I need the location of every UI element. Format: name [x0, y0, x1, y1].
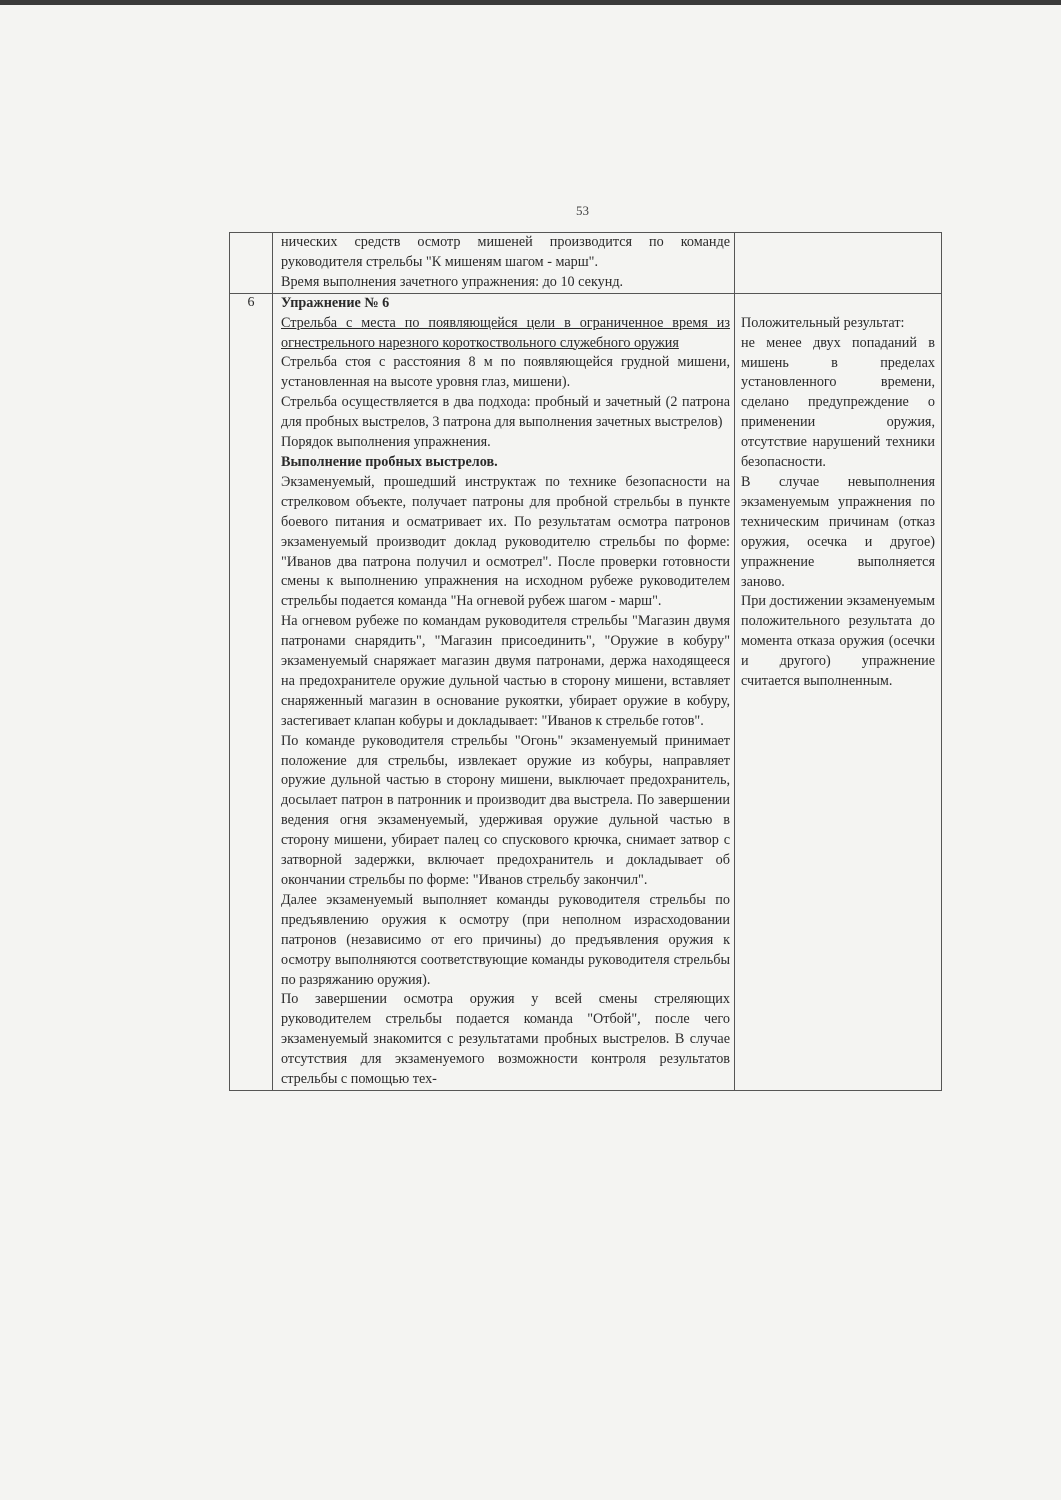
paragraph: Стрельба осуществляется в два подхода: пробный и зачетный (2 патрона для пробных выстрелов, 3 патрона для выполнения зачетных выстрелов)	[281, 394, 730, 431]
page-number: 53	[576, 203, 589, 218]
row-number: 6	[247, 294, 255, 310]
paragraph: Далее экзаменуемый выполняет команды руководителя стрельбы по предъявлению оружия к осмотру (при неполном израсходовании патронов (независимо от его причины) до предъявления оружия к осмотру выполняются соответствующие команды руководителя стрельбы по разряжанию оружия).	[281, 891, 730, 988]
paragraph: Экзаменуемый, прошедший инструктаж по технике безопасности на стрелковом объекте, получает патроны для пробной стрельбы в пункте боевого питания и осматривает их. По результатам осмотра патронов экзаменуемый производит доклад руководителю стрельбы по форме: "Иванов два патрона получил и осмотрел". После проверки готовности смены к выполнению упражнения на исходном рубеже руководителем стрельбы подается команда "На огневой рубеж шагом - марш".	[281, 473, 730, 610]
result-note: При достижении экзаменуемым положительного результата до момента отказа оружия (осечки и другого) упражнение считается выполненным.	[741, 593, 935, 690]
result-cell	[735, 233, 942, 294]
result-note: В случае невыполнения экзаменуемым упражнения по техническим причинам (отказ оружия, осечка и другое) упражнение выполняется заново.	[741, 473, 935, 590]
scan-top-edge	[0, 0, 1061, 5]
paragraph: На огневом рубеже по командам руководителя стрельбы "Магазин двумя патронами снарядить", "Магазин присоединить", "Оружие в кобуру" экзаменуемый снаряжает магазин двумя патронами, держа находящееся на предохранителе оружие дульной частью в сторону мишени, вставляет снаряженный магазин в основание рукоятки, убирает оружие в кобуру, застегивает клапан кобуры и докладывает: "Иванов к стрельбе готов".	[281, 613, 730, 729]
row-number-cell	[230, 293, 273, 1090]
continued-paragraph: ничеcких средств осмотр мишеней производится по команде руководителя стрельбы "К мишеням шагом - марш".	[281, 234, 730, 270]
description-cell	[273, 233, 735, 294]
description-cell	[273, 293, 735, 1090]
exercise-subtitle: Стрельба с места по появляющейся цели в ограниченное время из огнестрельного нарезного короткоствольного служебного оружия	[281, 314, 730, 351]
result-heading: Положительный результат:	[741, 314, 905, 331]
exercise-table	[229, 232, 942, 1091]
table-row	[230, 233, 942, 294]
time-limit-paragraph: Время выполнения зачетного упражнения: до 10 секунд.	[281, 273, 624, 290]
paragraph: Порядок выполнения упражнения.	[281, 434, 491, 451]
paragraph: Стрельба стоя с расстояния 8 м по появляющейся грудной мишени, установленная на высоте уровня глаз, мишени).	[281, 354, 730, 391]
section-heading: Выполнение пробных выстрелов.	[281, 453, 498, 470]
exercise-title: Упражнение № 6	[281, 294, 390, 311]
table-row	[230, 293, 942, 1090]
paragraph: По завершении осмотра оружия у всей смены стреляющих руководителем стрельбы подается команда "Отбой", после чего экзаменуемый знакомится с результатами пробных выстрелов. В случае отсутствия для экзаменуемого возможности контроля результатов стрельбы с помощью тех-	[281, 991, 730, 1088]
row-number-cell	[230, 233, 273, 294]
result-criteria: не менее двух попаданий в мишень в пределах установленного времени, сделано предупреждение о применении оружия, отсутствие нарушений техники безопасности.	[741, 334, 935, 471]
result-cell	[735, 293, 942, 1090]
row-number	[230, 233, 272, 234]
paragraph: По команде руководителя стрельбы "Огонь" экзаменуемый принимает положение для стрельбы, извлекает оружие из кобуры, направляет оружие дульной частью в сторону мишени, выключает предохранитель, досылает патрон в патронник и производит два выстрела. По завершении ведения огня экзаменуемый, удерживая оружие дульной частью в сторону мишени, убирает палец со спускового крючка, снимает затвор с затворной задержки, включает предохранитель и докладывает об окончании стрельбы по форме: "Иванов стрельбу закончил".	[281, 732, 730, 888]
